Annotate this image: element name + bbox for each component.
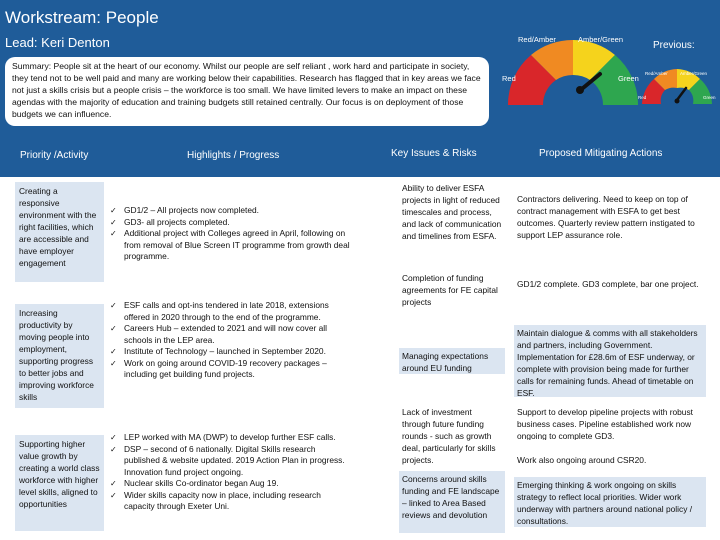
previous-gauge [637,66,717,111]
check-icon: ✓ [110,444,117,454]
issue-cell: Lack of investment through future funding rounds - such as growth deal, particularly for skills projects. [402,407,496,465]
list-item: ✓ Careers Hub – extended to 2021 and will now cover all schools in the LEP area. [110,323,327,345]
gauge-label-amber-green: Amber/Green [578,35,624,44]
action-cell: Support to develop pipeline projects with robust business cases. Pipeline established work now ongoing to complete GD3. [517,407,693,440]
priority-cell: Creating a responsive environment with the right facilities, which are accessible and have employer engagement [15,182,104,282]
priority-cell: Increasing productivity by moving people into employment, supporting progress to better jobs and improving workforce skills [15,304,104,408]
check-icon: ✓ [110,217,117,227]
list-item: ✓ Additional project with Colleges agreed in April, following on from removal of Blue Screen IT programme from growth deal programme. [110,228,350,261]
list-item: ✓ GD1/2 – All projects now completed. [110,205,259,215]
highlights-list [110,300,350,381]
previous-label: Previous: [653,40,695,51]
left-column-header [0,135,361,177]
header-band [0,0,720,135]
issue-cell: Managing expectations around EU funding [399,348,505,374]
highlights-list [110,432,350,513]
action-cell-extra: Work also ongoing around CSR20. [517,455,647,465]
gauge-label-green: Green [618,74,639,83]
previous-label-red-amber: Red/Amber [645,71,668,76]
previous-label-green: Green [703,95,716,100]
right-column-header [361,135,720,177]
check-icon: ✓ [110,433,117,442]
check-icon: ✓ [110,479,117,488]
check-icon: ✓ [110,490,117,500]
gauge-label-red-amber: Red/Amber [518,35,556,44]
list-item: ✓ Institute of Technology – launched in September 2020. [110,346,326,356]
list-item: ✓ DSP – second of 6 nationally. Digital Skills research published & website updated. 2019 Action Plan in progress. Innovation fund project ongoing. [110,443,345,477]
previous-label-red: Red [638,95,647,100]
highlights-list [110,205,350,263]
action-cell: Maintain dialogue & comms with all stakeholders and partners, including Government. Implementation for £28.6m of ESF underway, or complete with provision being made for further calls for remaining funds. Ahead of timetable on ESF. [514,325,706,397]
check-icon: ✓ [110,206,117,215]
check-icon: ✓ [110,358,117,368]
rag-gauge [498,30,648,115]
actions-column-header: Proposed Mitigating Actions [539,148,663,159]
list-item: ✓ GD3- all projects completed. [110,216,230,227]
page-title: Workstream: People [5,8,159,27]
issue-cell: Ability to deliver ESFA projects in light of reduced timescales and process, and lack of communication and timelines from ESFA. [402,183,502,241]
highlights-column-header: Highlights / Progress [187,150,280,161]
gauge-label-red: Red [502,74,516,83]
summary-box: Summary: People sit at the heart of our economy. Whilst our people are self reliant , work hard and participate in society, they tend not to be well paid and many are working below their capabilities. Research has flagged that in key areas we face not just a skills crisis but a people crisis – the workforce is too small. We have limited levers to make an impact on these agendas with the majority of education and training budgets still retained centrally. Our focus is on deployment of those budgets we can influence. [5,57,489,126]
lead-name: Lead: Keri Denton [5,35,110,50]
issues-column-header: Key Issues & Risks [391,148,477,159]
check-icon: ✓ [110,301,117,310]
previous-gauge-needle-icon [675,88,687,104]
action-cell: Emerging thinking & work ongoing on skills strategy to reflect local priorities. Wider work underway with partners around national policy / consultations. [514,477,706,527]
previous-label-amber-green: Amber/Green [680,71,708,76]
priority-cell: Supporting higher value growth by creating a world class workforce with higher level skills, aligned to opportunities [15,435,104,531]
issue-cell: Completion of funding agreements for FE capital projects [402,273,498,307]
list-item: ✓ Work on going around COVID-19 recovery packages – including get building fund projects. [110,357,327,379]
list-item: ✓ Nuclear skills Co-ordinator began Aug 19. [110,478,279,488]
list-item: ✓ ESF calls and opt-ins tendered in late 2018, extensions offered in 2020 through to the end of the programme. [110,300,329,322]
action-cell: GD1/2 complete. GD3 complete, bar one project. [517,279,699,289]
priority-column-header: Priority /Activity [20,150,89,161]
check-icon: ✓ [110,324,117,333]
check-icon: ✓ [110,229,117,238]
list-item: ✓ Wider skills capacity now in place, including research capacity through Exeter Uni. [110,489,321,511]
issue-cell: Concerns around skills funding and FE landscape – linked to Area Based reviews and devolution [399,471,505,533]
check-icon: ✓ [110,347,117,356]
list-item: ✓ LEP worked with MA (DWP) to develop further ESF calls. [110,432,336,442]
action-cell: Contractors delivering. Need to keep on top of contract management with ESFA to get best outcomes. Quarterly review pattern instigated to support LEP assurance role. [517,194,695,240]
